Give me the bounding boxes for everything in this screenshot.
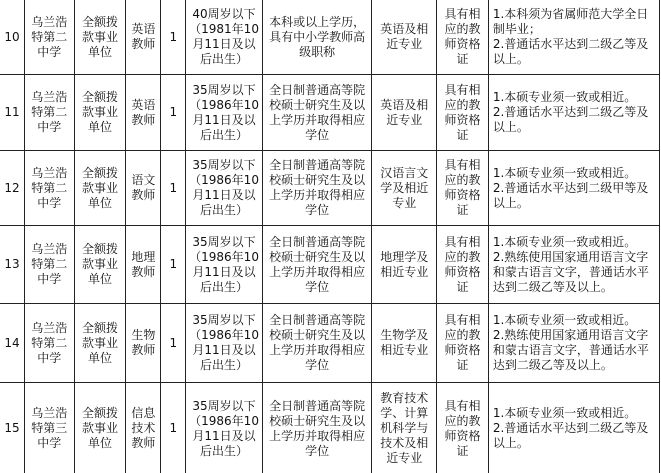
cell-requirements bbox=[488, 383, 659, 473]
requirement-line: 1.本硕专业须一致或相近。 bbox=[492, 90, 637, 104]
cell-unit: 乌兰浩特第二中学 bbox=[24, 75, 74, 151]
cell-type: 全额拨款事业单位 bbox=[74, 151, 126, 226]
cell-major: 教育技术学、计算机科学与技术及相近专业 bbox=[372, 383, 437, 473]
cell-no: 15 bbox=[0, 383, 24, 473]
requirement-line: 2.普通话水平达到二级乙等及以上。 bbox=[492, 421, 649, 450]
requirement-line: 1.本科须为省属师范大学全日制毕业； bbox=[492, 7, 649, 36]
cell-major: 生物学及相近专业 bbox=[372, 304, 437, 383]
cell-qualification: 具有相应的教师资格证 bbox=[437, 304, 489, 383]
cell-post: 英语教师 bbox=[126, 75, 161, 151]
cell-education: 全日制普通高等院校硕士研究生及以上学历并取得相应学位 bbox=[262, 75, 371, 151]
cell-major: 英语及相近专业 bbox=[372, 0, 437, 75]
cell-requirements bbox=[488, 75, 659, 151]
cell-qualification: 具有相应的教师资格证 bbox=[437, 383, 489, 473]
cell-education: 本科或以上学历，具有中小学教师高级职称 bbox=[262, 0, 371, 75]
cell-no: 11 bbox=[0, 75, 24, 151]
cell-unit: 乌兰浩特第二中学 bbox=[24, 151, 74, 226]
cell-requirements bbox=[488, 304, 659, 383]
table-row bbox=[0, 226, 660, 304]
cell-requirements bbox=[488, 0, 659, 75]
cell-unit: 乌兰浩特第二中学 bbox=[24, 0, 74, 75]
cell-no: 13 bbox=[0, 226, 24, 304]
cell-type: 全额拨款事业单位 bbox=[74, 226, 126, 304]
cell-qualification: 具有相应的教师资格证 bbox=[437, 226, 489, 304]
table-row bbox=[0, 75, 660, 151]
cell-post: 语文教师 bbox=[126, 151, 161, 226]
cell-major: 英语及相近专业 bbox=[372, 75, 437, 151]
cell-qualification: 具有相应的教师资格证 bbox=[437, 0, 489, 75]
cell-type: 全额拨款事业单位 bbox=[74, 0, 126, 75]
cell-requirements bbox=[488, 151, 659, 226]
cell-education: 全日制普通高等院校硕士研究生及以上学历并取得相应学位 bbox=[262, 226, 371, 304]
requirement-line: 1.本硕专业须一致或相近。 bbox=[492, 406, 637, 420]
cell-qualification: 具有相应的教师资格证 bbox=[437, 75, 489, 151]
cell-qualification: 具有相应的教师资格证 bbox=[437, 151, 489, 226]
cell-post: 地理教师 bbox=[126, 226, 161, 304]
cell-age: 35周岁以下（1986年10月11日及以后出生） bbox=[186, 151, 263, 226]
requirement-line: 2.普通话水平达到二级乙等及以上。 bbox=[492, 37, 649, 66]
requirement-line: 1.本硕专业须一致或相近。 bbox=[492, 313, 637, 327]
cell-major: 地理学及相近专业 bbox=[372, 226, 437, 304]
cell-education: 全日制普通高等院校硕士研究生及以上学历并取得相应学位 bbox=[262, 304, 371, 383]
cell-education: 全日制普通高等院校硕士研究生及以上学历并取得相应学位 bbox=[262, 383, 371, 473]
requirement-line: 2.熟练使用国家通用语言文字和蒙古语言文字，普通话水平达到二级乙等及以上。 bbox=[492, 328, 649, 372]
cell-type: 全额拨款事业单位 bbox=[74, 383, 126, 473]
cell-type: 全额拨款事业单位 bbox=[74, 75, 126, 151]
cell-age: 35周岁以下（1986年10月11日及以后出生） bbox=[186, 75, 263, 151]
cell-count: 1 bbox=[161, 383, 186, 473]
cell-requirements bbox=[488, 226, 659, 304]
table-row bbox=[0, 304, 660, 383]
requirement-line: 2.普通话水平达到二级甲等及以上。 bbox=[492, 180, 649, 210]
table-row bbox=[0, 151, 660, 226]
cell-age: 35周岁以下（1986年10月11日及以后出生） bbox=[186, 304, 263, 383]
cell-age: 35周岁以下（1986年10月11日及以后出生） bbox=[186, 383, 263, 473]
cell-type: 全额拨款事业单位 bbox=[74, 304, 126, 383]
requirement-line: 2.普通话水平达到二级乙等及以上。 bbox=[492, 105, 649, 134]
cell-education: 全日制普通高等院校硕士研究生及以上学历并取得相应学位 bbox=[262, 151, 371, 226]
cell-age: 35周岁以下（1986年10月11日及以后出生） bbox=[186, 226, 263, 304]
requirement-line: 1.本硕专业须一致或相近。 bbox=[492, 165, 637, 180]
cell-count: 1 bbox=[161, 75, 186, 151]
cell-count: 1 bbox=[161, 0, 186, 75]
cell-no: 10 bbox=[0, 0, 24, 75]
cell-post: 生物教师 bbox=[126, 304, 161, 383]
requirement-line: 1.本硕专业须一致或相近。 bbox=[492, 234, 637, 249]
cell-unit: 乌兰浩特第二中学 bbox=[24, 226, 74, 304]
cell-no: 12 bbox=[0, 151, 24, 226]
cell-unit: 乌兰浩特第二中学 bbox=[24, 304, 74, 383]
cell-major: 汉语言文学及相近专业 bbox=[372, 151, 437, 226]
cell-unit: 乌兰浩特第三中学 bbox=[24, 383, 74, 473]
cell-post: 英语教师 bbox=[126, 0, 161, 75]
cell-age: 40周岁以下（1981年10月11日及以后出生） bbox=[186, 0, 263, 75]
cell-count: 1 bbox=[161, 151, 186, 226]
requirement-line: 2.熟练使用国家通用语言文字和蒙古语言文字，普通话水平达到二级乙等及以上。 bbox=[492, 249, 649, 294]
table-row bbox=[0, 383, 660, 473]
cell-count: 1 bbox=[161, 226, 186, 304]
cell-count: 1 bbox=[161, 304, 186, 383]
table-row bbox=[0, 0, 660, 75]
cell-post: 信息技术教师 bbox=[126, 383, 161, 473]
cell-no: 14 bbox=[0, 304, 24, 383]
